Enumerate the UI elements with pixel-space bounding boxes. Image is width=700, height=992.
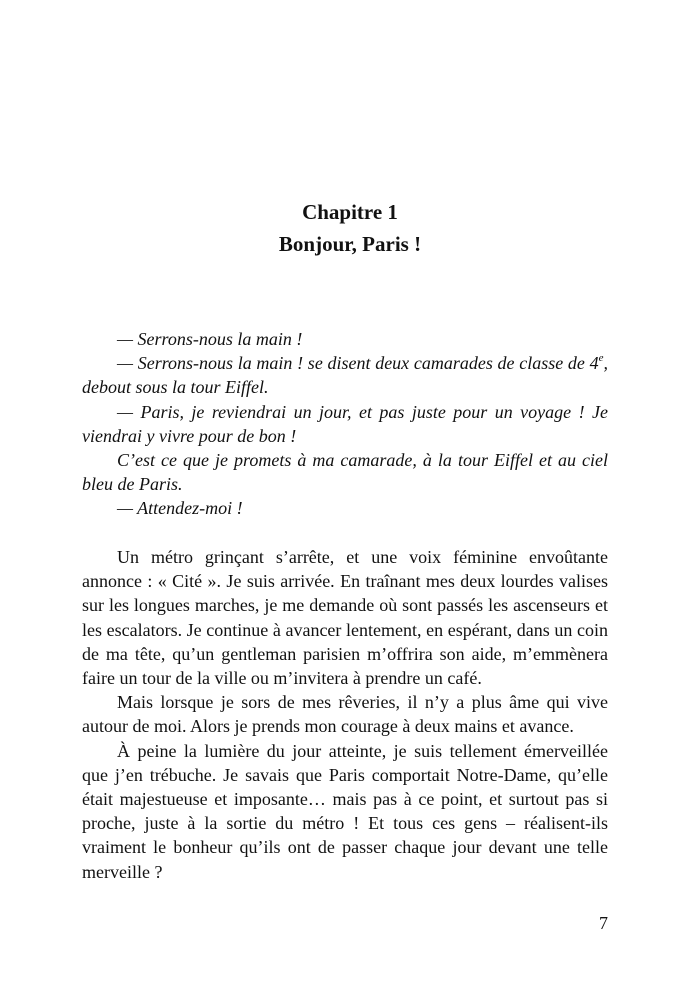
chapter-header bbox=[0, 196, 700, 260]
dialogue-text: — Serrons-nous la main ! se disent deux camarades de classe de 4 bbox=[117, 353, 599, 374]
dialogue-line: — Serrons-nous la main ! bbox=[117, 329, 303, 349]
chapter-number: Chapitre 1 bbox=[302, 200, 398, 224]
narrative-block bbox=[82, 545, 608, 884]
dialogue-block bbox=[82, 327, 608, 521]
dialogue-line: C’est ce que je promets à ma camarade, à la tour Eiffel et au ciel bleu de Paris. bbox=[82, 450, 608, 495]
ordinal-superscript: e bbox=[598, 352, 604, 365]
paragraph: À peine la lumière du jour atteinte, je suis tellement émerveillée que j’en trébuche. Je savais que Paris comportait Notre-Dame, qu’elle était majestueuse et imposante… mais pas à ce point, et surtout pas si proche, juste à la sortie du métro ! Et tous ces gens – réalisent-ils vraiment le bonheur qu’ils ont de passer chaque jour devant une telle merveille ? bbox=[82, 740, 608, 882]
dialogue-text: , debout sous la tour Eiffel. bbox=[82, 353, 608, 398]
paragraph: Un métro grinçant s’arrête, et une voix féminine envoûtante annonce : « Cité ». Je suis arrivée. En traînant mes deux lourdes valises sur les longues marches, je me demande où sont passés les ascenseurs et les escalators. Je continue à avancer lentement, en espérant, dans un coin de ma tête, qu’un gentleman parisien m’offrira son aide, m’emmènera faire un tour de la ville ou m’invitera à prendre un café. bbox=[82, 547, 608, 689]
page-number: 7 bbox=[599, 913, 608, 933]
dialogue-line bbox=[82, 351, 608, 399]
dialogue-line: — Attendez-moi ! bbox=[117, 498, 243, 519]
chapter-title: Bonjour, Paris ! bbox=[278, 232, 422, 256]
dialogue-line: — Paris, je reviendrai un jour, et pas juste pour un voyage ! Je viendrai y vivre pour de bon ! bbox=[82, 401, 608, 446]
paragraph: Mais lorsque je sors de mes rêveries, il n’y a plus âme qui vive autour de moi. Alors je prends mon courage à deux mains et avance. bbox=[82, 692, 608, 737]
